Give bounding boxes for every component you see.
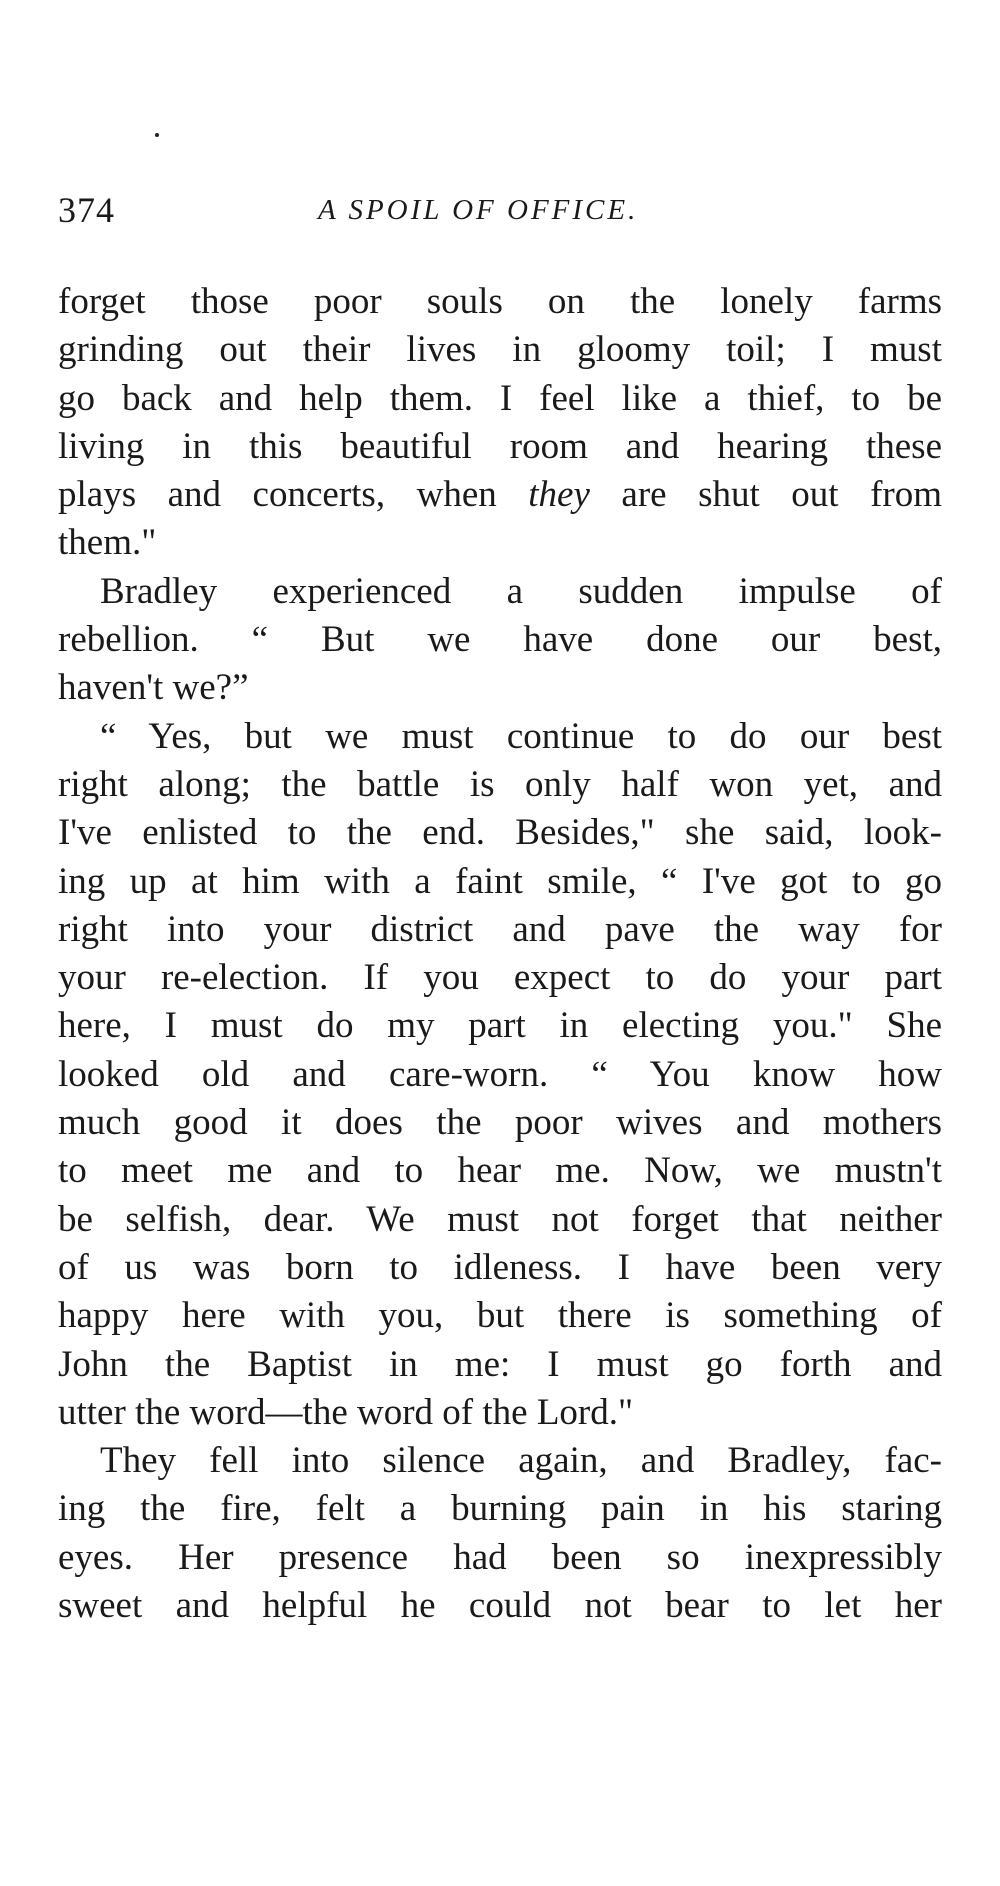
text-line: living in this beautiful room and hearing these <box>58 425 942 467</box>
text-line: go back and help them. I feel like a thief, to be <box>58 377 942 419</box>
paragraph <box>58 568 942 713</box>
text-line: Bradley experienced a sudden impulse of <box>100 570 942 612</box>
header-title: A SPOIL OF OFFICE. <box>318 194 639 226</box>
text-line: happy here with you, but there is something of <box>58 1295 942 1337</box>
body-text <box>58 278 942 1630</box>
paragraph <box>58 278 942 568</box>
text-line: ing up at him with a faint smile, “ I've got to go <box>58 860 942 902</box>
text-line: forget those poor souls on the lonely farms <box>58 281 942 322</box>
text-line: ing the fire, felt a burning pain in his staring <box>58 1488 942 1530</box>
paragraph <box>58 713 942 1437</box>
text-line: rebellion. “ But we have done our best, <box>58 619 942 661</box>
text-line <box>58 471 942 519</box>
text-line: them." <box>58 522 157 564</box>
text-line: be selfish, dear. We must not forget that neither <box>58 1198 942 1240</box>
text-line: here, I must do my part in electing you." She <box>58 1005 942 1047</box>
text-line: utter the word—the word of the Lord." <box>58 1391 634 1433</box>
running-head <box>58 185 942 235</box>
text-line: right along; the battle is only half won yet, and <box>58 763 942 805</box>
text-line: John the Baptist in me: I must go forth and <box>58 1343 942 1385</box>
line-text: plays and concerts, when <box>58 474 529 516</box>
text-line: much good it does the poor wives and mothers <box>58 1102 942 1144</box>
emphasized-word: they <box>528 474 590 516</box>
text-line: of us was born to idleness. I have been very <box>58 1246 942 1288</box>
text-line: haven't we?” <box>58 667 249 709</box>
text-line: They fell into silence again, and Bradley, fac- <box>100 1440 942 1482</box>
page-number: 374 <box>58 190 115 230</box>
ink-speck <box>155 133 159 137</box>
text-line: your re-election. If you expect to do your part <box>58 957 942 999</box>
text-line: I've enlisted to the end. Besides," she said, look- <box>58 812 942 854</box>
paragraph <box>58 1437 942 1630</box>
text-line: to meet me and to hear me. Now, we mustn't <box>58 1150 942 1192</box>
text-line: grinding out their lives in gloomy toil; I must <box>58 329 942 371</box>
text-line: sweet and helpful he could not bear to let her <box>58 1585 942 1627</box>
text-line: eyes. Her presence had been so inexpressibly <box>58 1536 942 1578</box>
line-text: are shut out from <box>589 474 943 516</box>
text-line: “ Yes, but we must continue to do our best <box>100 715 942 757</box>
text-line: right into your district and pave the way for <box>58 908 942 950</box>
text-line: looked old and care-worn. “ You know how <box>58 1053 942 1095</box>
